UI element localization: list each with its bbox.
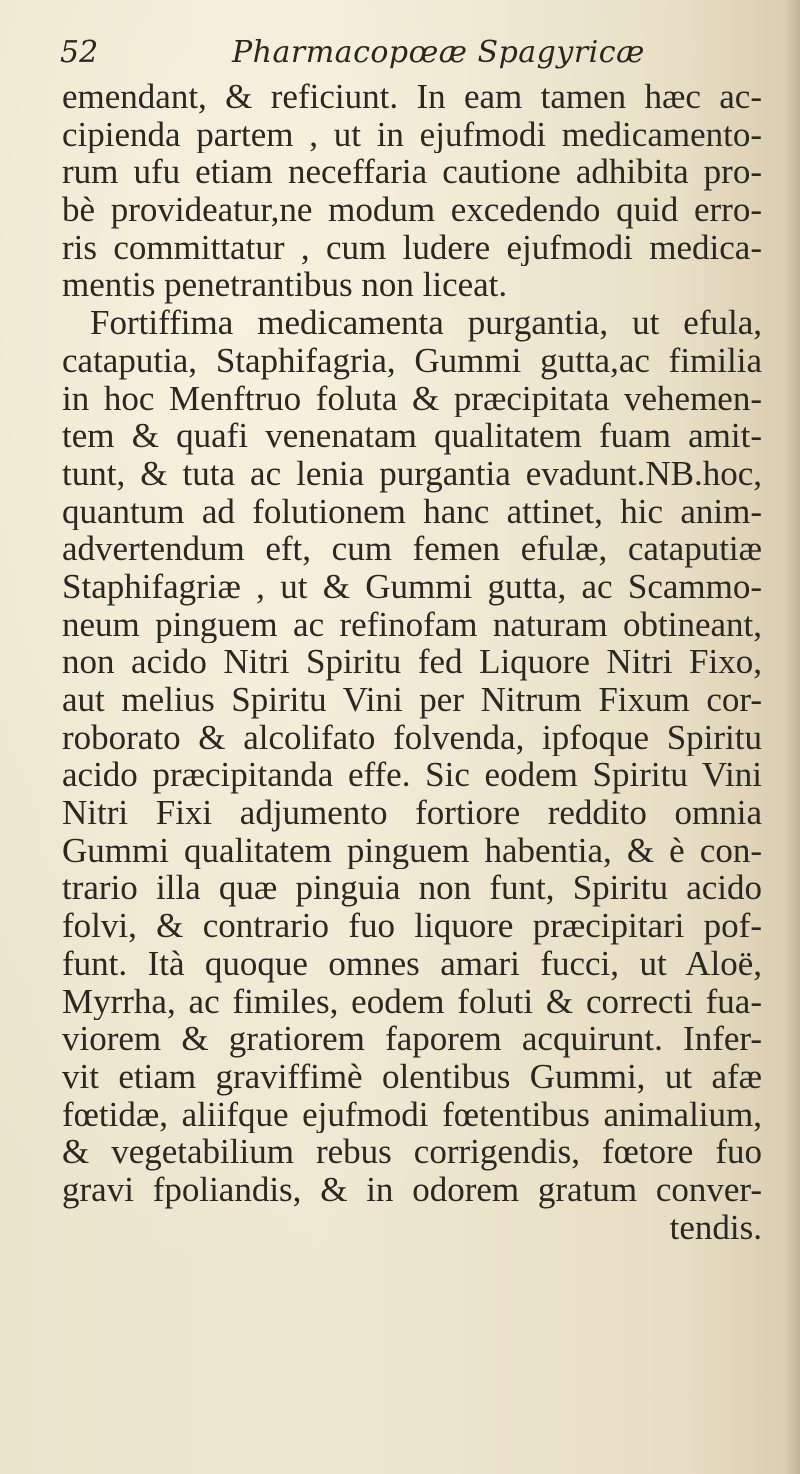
text-line: tendis. bbox=[669, 1207, 762, 1247]
text-line: Fortiffima medicamenta purgantia, ut efula, bbox=[90, 304, 762, 342]
text-line: trario illa quæ pinguia non funt, Spiritu acido bbox=[62, 869, 762, 908]
text-line: roborato & alcolifato folvenda, ipfoque Spiritu bbox=[62, 718, 762, 757]
page-edge-shadow bbox=[784, 0, 800, 1474]
text-line: rum ufu etiam neceffaria cautione adhibita pro- bbox=[62, 153, 762, 192]
text-line: & vegetabilium rebus corrigendis, fœtore fuo bbox=[62, 1133, 762, 1171]
text-line: fœtidæ, aliifque ejufmodi fœtentibus animalium, bbox=[62, 1095, 762, 1134]
text-line: Gummi qualitatem pinguem habentia, & è con- bbox=[62, 831, 762, 870]
text-line: tem & quafi venenatam qualitatem fuam amit- bbox=[62, 417, 762, 455]
text-line: cipienda partem , ut in ejufmodi medicamento- bbox=[62, 115, 762, 154]
text-line: quantum ad folutionem hanc attinet, hic anim- bbox=[62, 492, 762, 531]
text-line: non acido Nitri Spiritu fed Liquore Nitri Fixo, bbox=[62, 643, 762, 681]
text-line: Staphifagriæ , ut & Gummi gutta, ac Scammo- bbox=[62, 567, 762, 606]
text-line: acido præcipitanda effe. Sic eodem Spiritu Vini bbox=[62, 756, 762, 795]
text-line: advertendum eft, cum femen efulæ, cataputiæ bbox=[62, 530, 762, 568]
text-line: aut melius Spiritu Vini per Nitrum Fixum cor- bbox=[62, 681, 762, 719]
page-header bbox=[60, 28, 700, 72]
text-line: vit etiam graviffimè olentibus Gummi, ut afæ bbox=[62, 1057, 762, 1096]
text-line: folvi, & contrario fuo liquore præcipitari pof- bbox=[62, 907, 762, 945]
text-line: ris committatur , cum ludere ejufmodi medica- bbox=[62, 228, 762, 267]
body-text bbox=[62, 78, 762, 1246]
page-number: 52 bbox=[60, 35, 99, 70]
text-line: gravi fpoliandis, & in odorem gratum conver- bbox=[62, 1170, 762, 1209]
text-line: Myrrha, ac fimiles, eodem foluti & correcti fua- bbox=[62, 982, 762, 1021]
text-line: viorem & gratiorem faporem acquirunt. Infer- bbox=[62, 1020, 762, 1058]
text-line: tunt, & tuta ac lenia purgantia evadunt.NB.hoc, bbox=[62, 454, 762, 493]
running-head: Pharmacopœæ Spagyricæ bbox=[232, 35, 645, 70]
text-line: cataputia, Staphifagria, Gummi gutta,ac fimilia bbox=[62, 341, 762, 380]
text-line: bè provideatur,ne modum excedendo quid erro- bbox=[62, 191, 762, 229]
text-line: funt. Ità quoque omnes amari fucci, ut Aloë, bbox=[62, 944, 762, 983]
text-line: emendant, & reficiunt. In eam tamen hæc ac- bbox=[62, 78, 762, 116]
text-line: neum pinguem ac refinofam naturam obtineant, bbox=[62, 605, 762, 644]
text-line: mentis penetrantibus non liceat. bbox=[62, 265, 508, 305]
text-line: Nitri Fixi adjumento fortiore reddito omnia bbox=[62, 794, 762, 832]
text-line: in hoc Menftruo foluta & præcipitata vehemen- bbox=[62, 379, 762, 418]
